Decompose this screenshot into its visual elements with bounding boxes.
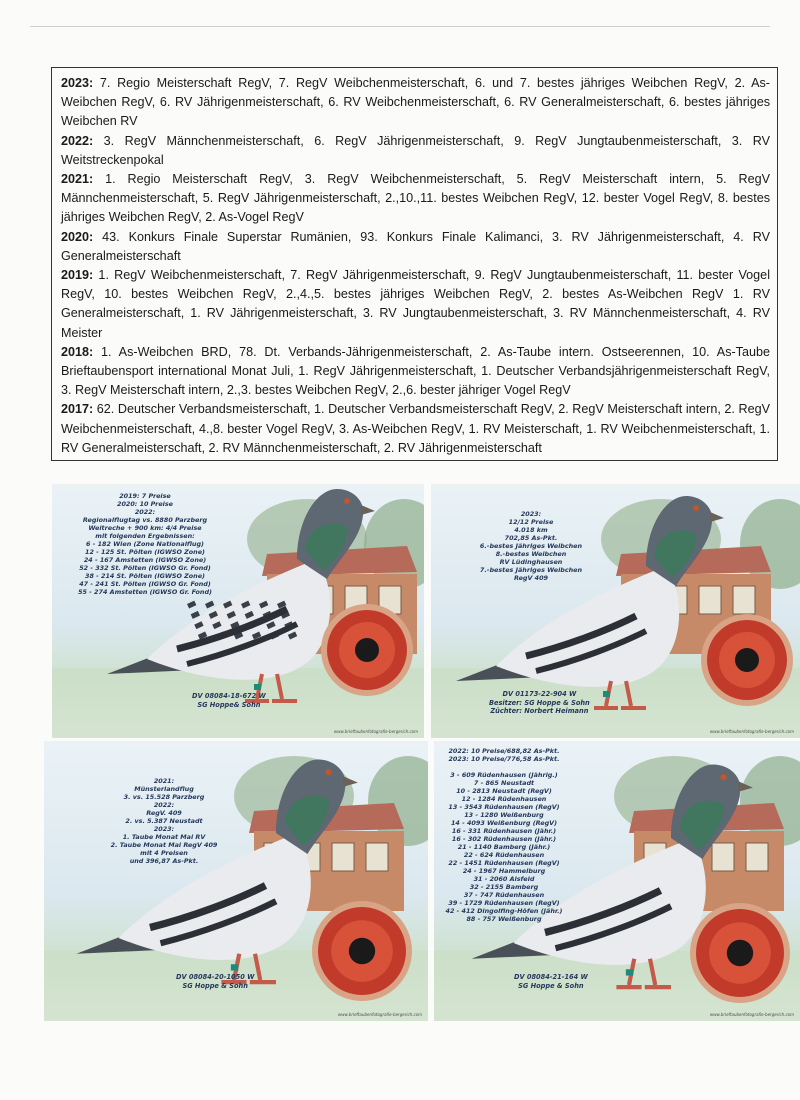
ring-line: DV 08084-20-1050 W <box>176 973 255 981</box>
result-line: 1. Taube Monat Mai RV <box>122 833 206 841</box>
ring-line: SG Hoppe & Sohn <box>182 981 248 990</box>
achievement-entry <box>61 170 770 228</box>
achievement-year: 2021: <box>61 172 94 187</box>
achievement-entry <box>61 132 770 170</box>
achievement-entry <box>61 74 770 132</box>
result-line: 6.-bestes Jähriges Weibchen <box>479 542 583 550</box>
achievement-text: 1. Regio Meisterschaft RegV, 3. RegV Weibchenmeisterschaft, 5. RegV Meisterschaft intern, 5. RegV Männchenmeisterschaft, 5. RegV Jährigenmeisterschaft, 2.,10.,11. bestes Weibchen RegV, 12. bester Vogel RegV, 8. bestes jähriges Weibchen RegV, 2. As-Vogel RegV <box>61 172 770 225</box>
leg-ring <box>603 691 610 697</box>
achievement-entry <box>61 400 770 458</box>
ring-line: DV 08084-18-672 W <box>192 692 266 700</box>
result-line: 16 - 302 Rüdenhausen (Jähr.) <box>451 835 557 843</box>
result-line: 52 - 332 St. Pölten (IGWSO Gr. Fond) <box>79 564 211 572</box>
achievement-entry <box>61 266 770 343</box>
photographer-website: www.brieftaubenfotografie-bergerich.com <box>337 1012 422 1017</box>
result-line: 24 - 1967 Hammelburg <box>462 867 546 875</box>
result-line: 24 - 167 Amstetten (IGWSO Zone) <box>83 556 207 564</box>
result-line: 31 - 2060 Alsfeld <box>473 875 535 883</box>
pigeon-card-4 <box>434 741 800 1021</box>
result-line: 32 - 2155 Bamberg <box>469 883 539 891</box>
ring-number <box>489 690 590 716</box>
result-line: 2023: <box>153 825 175 833</box>
result-line: 42 - 412 Dingolfing-Höfen (Jähr.) <box>445 907 563 915</box>
result-line: RegV 409 <box>513 574 549 582</box>
coop-window <box>733 586 755 614</box>
achievement-text: 3. RegV Männchenmeisterschaft, 6. RegV Jährigenmeisterschaft, 9. RegV Jungtaubenmeisterschaft, 3. RV Weitstreckenpokal <box>61 133 770 167</box>
result-line: RegV. 409 <box>146 809 182 817</box>
ring-line: DV 01173-22-904 W <box>502 690 577 698</box>
result-line: 37 - 747 Rüdenhausen <box>463 891 545 899</box>
ring-line: Besitzer: SG Hoppe & Sohn <box>489 698 590 707</box>
result-line: 22 - 624 Rüdenhausen <box>463 851 545 859</box>
pigeon-results <box>60 492 230 596</box>
pigeon-card-3 <box>44 741 428 1021</box>
pigeon-eye <box>693 505 699 511</box>
ring-line: SG Hoppe& Sohn <box>197 700 261 709</box>
page-rule <box>30 26 770 27</box>
result-line: 7.-bestes Jähriges Weibchen <box>479 566 583 574</box>
result-line: 10 - 2813 Neustadt (RegV) <box>456 787 552 795</box>
result-line: 39 - 1729 Rüdenhausen (RegV) <box>448 899 560 907</box>
result-line: 2. Taube Monat Mai RegV 409 <box>110 841 218 849</box>
result-line: 47 - 241 St. Pölten (IGWSO Gr. Fond) <box>79 580 211 588</box>
result-line: 2021: <box>153 777 175 785</box>
leg-ring <box>254 684 261 690</box>
result-line: 702,85 As-Pkt. <box>504 534 558 542</box>
pigeon-card-1 <box>52 484 424 738</box>
result-line: 13 - 3543 Rüdenhausen (RegV) <box>448 803 560 811</box>
result-line: 55 - 274 Amstetten (IGWSO Gr. Fond) <box>78 588 212 596</box>
pigeon-body <box>496 566 679 687</box>
wing-check <box>205 601 214 609</box>
wing-check <box>187 601 196 609</box>
pigeon-eye <box>325 769 331 775</box>
result-line: 38 - 214 St. Pölten (IGWSO Zone) <box>85 572 205 580</box>
photographer-website: www.brieftaubenfotografie-bergerich.com <box>333 729 418 734</box>
result-line: 2. vs. 5.387 Neustadt <box>125 817 203 825</box>
eye-pupil <box>355 638 379 662</box>
leg-ring <box>231 964 238 970</box>
result-line: 8.-bestes Weibchen <box>495 550 567 558</box>
eye-closeup <box>690 903 790 1003</box>
achievement-text: 7. Regio Meisterschaft RegV, 7. RegV Weibchenmeisterschaft, 6. und 7. bestes jähriges Weibchen RegV, 2. As-Weibchen RegV, 6. RV Jährigenmeisterschaft, 6. RV Weibchenmeisterschaft, 6. RV Generalmeisterschaft, 6. bestes jähriges Weibchen RV <box>61 76 770 129</box>
result-line: 7 - 865 Neustadt <box>473 779 535 787</box>
achievement-text: 43. Konkurs Finale Superstar Rumänien, 93. Konkurs Finale Kalimanci, 3. RV Jährigenmeisterschaft, 4. RV Generalmeisterschaft <box>61 229 770 263</box>
achievement-text: 1. RegV Weibchenmeisterschaft, 7. RegV Jährigenmeisterschaft, 9. RegV Jungtaubenmeisterschaft, 11. bester Vogel RegV, 10. bestes Weibchen RegV, 2.,4.,5. bestes jähriges Weibchen RegV, 2. bestes As-Weibchen RegV 1. RV Generalmeisterschaft, 1. RV Jährigenmeisterschaft, 3. RV Jungtaubenmeisterschaft, 3. RV Männchenmeisterschaft, 4. RV Meister <box>61 268 770 340</box>
coop-window <box>366 843 388 871</box>
achievement-text: 1. As-Weibchen BRD, 78. Dt. Verbands-Jährigenmeisterschaft, 2. As-Taube intern. Ostseerennen, 10. As-Taube Brieftaubensport international Monat Juli, 1. RegV Jährigenmeisterschaft, 1. Deutscher Verbandsjährigenmeisterschaft RegV, 3. RegV Meisterschaft intern, 2.,3. bestes Weibchen RegV, 2.,6. bester jähriger Vogel RegV <box>61 344 770 398</box>
result-line: 88 - 757 Weißenburg <box>466 915 542 923</box>
pigeon-eye <box>344 498 350 504</box>
achievement-year: 2023: <box>61 76 94 90</box>
result-line: 3. vs. 15.528 Parzberg <box>123 793 205 801</box>
result-line: 14 - 4093 Weißenburg (RegV) <box>450 819 558 827</box>
result-line: 21 - 1140 Bamberg (Jähr.) <box>457 843 551 851</box>
result-line: 12 - 1284 Rüdenhausen <box>461 795 547 803</box>
pigeon-results <box>434 747 574 923</box>
eye-pupil <box>735 648 759 672</box>
result-line: mit 4 Preisen <box>140 849 188 857</box>
result-line: Regionalflugtag vs. 8880 Parzberg <box>82 516 208 524</box>
eye-pupil <box>349 938 375 964</box>
achievements-box <box>51 67 778 461</box>
ring-number <box>176 973 254 990</box>
coop-window <box>746 843 768 871</box>
result-line: 2022: 10 Preise/688,82 As-Pkt. <box>448 747 560 755</box>
result-line: 2019: 7 Preise <box>119 492 171 500</box>
result-line: 2023: <box>520 510 542 518</box>
pigeon-results <box>471 510 591 582</box>
ring-line: DV 08084-21-164 W <box>514 973 588 981</box>
eye-closeup <box>321 604 413 696</box>
achievement-year: 2017: <box>61 402 94 417</box>
pigeon-beak <box>361 505 375 515</box>
pigeon-beak <box>710 512 724 522</box>
result-line: und 396,87 As-Pkt. <box>129 857 199 865</box>
eye-pupil <box>727 940 753 966</box>
coop-window <box>332 843 354 871</box>
result-line: Weitreche + 900 km: 4/4 Preise <box>88 524 202 532</box>
result-line <box>434 763 574 771</box>
result-line: 12/12 Preise <box>508 518 554 526</box>
pigeon-card-2 <box>431 484 800 738</box>
eye-closeup <box>312 901 412 1001</box>
result-line: 13 - 1280 Weißenburg <box>464 811 544 819</box>
result-line: 22 - 1451 Rüdenhausen (RegV) <box>448 859 560 867</box>
result-line: 4.018 km <box>514 526 548 534</box>
achievement-year: 2022: <box>61 133 94 148</box>
coop-window <box>699 586 721 614</box>
leg-ring <box>626 969 633 975</box>
result-line: 2022: <box>134 508 156 516</box>
result-line: Münsterlandflug <box>134 785 194 793</box>
photographer-website: www.brieftaubenfotografie-bergerich.com <box>709 729 794 734</box>
achievement-year: 2018: <box>61 344 94 359</box>
result-line: 2023: 10 Preise/776,58 As-Pkt. <box>448 755 560 763</box>
ring-number <box>514 973 588 990</box>
achievement-entry <box>61 228 770 266</box>
result-line: 3 - 609 Rüdenhausen (Jährig.) <box>450 771 558 779</box>
result-line: 16 - 331 Rüdenhausen (Jähr.) <box>451 827 557 835</box>
result-line: 2020: 10 Preise <box>117 500 173 508</box>
ring-line: SG Hoppe & Sohn <box>518 981 584 990</box>
coop-window <box>712 843 734 871</box>
photographer-website: www.brieftaubenfotografie-bergerich.com <box>709 1012 794 1017</box>
eye-closeup <box>701 614 793 706</box>
ring-number <box>192 692 266 709</box>
achievement-year: 2019: <box>61 268 94 283</box>
achievement-year: 2020: <box>61 229 94 244</box>
result-line: 2022: <box>153 801 175 809</box>
pigeon-results <box>64 777 264 865</box>
ring-line: Züchter: Norbert Heimann <box>490 707 589 715</box>
achievement-entry <box>61 343 770 401</box>
pigeon-eye <box>720 774 726 780</box>
result-line: RV Lüdinghausen <box>499 558 563 566</box>
achievement-text: 62. Deutscher Verbandsmeisterschaft, 1. Deutscher Verbandsmeisterschaft RegV, 2. RegV Meisterschaft intern, 2. RegV Weibchenmeisterschaft, 4.,8. bester Vogel RegV, 3. As-Weibchen RegV, 1. RV Meisterschaft, 1. RV Weibchenmeisterschaft, 1. RV Generalmeisterschaft, 2. RV Männchenmeisterschaft, 2. RV Jährigenmeisterschaft <box>61 402 770 455</box>
result-line: 12 - 125 St. Pölten (IGWSO Zone) <box>85 548 205 556</box>
result-line: mit folgenden Ergebnissen: <box>95 532 195 540</box>
result-line: 6 - 182 Wien (Zone Nationalflug) <box>86 540 204 548</box>
